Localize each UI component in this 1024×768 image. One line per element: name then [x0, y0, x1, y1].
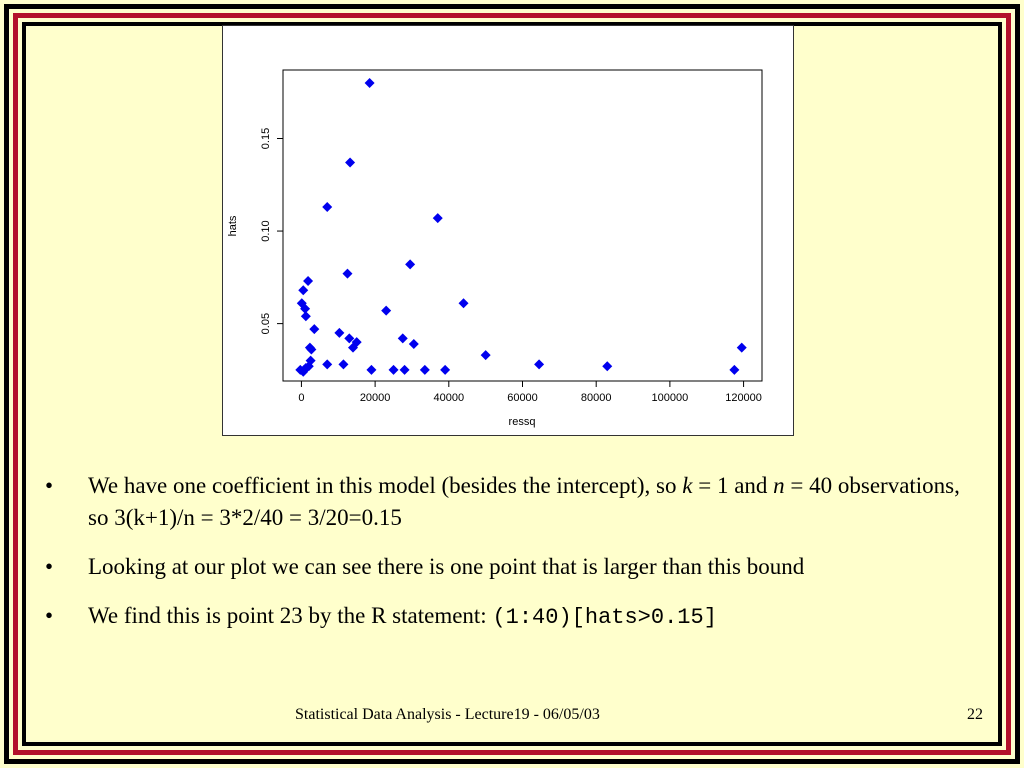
bullet-text: We find this is point 23 by the R statement: [88, 603, 493, 628]
data-point [409, 339, 419, 349]
data-point [381, 306, 391, 316]
x-tick-label: 80000 [580, 392, 612, 404]
data-point [309, 324, 319, 334]
data-point [398, 333, 408, 343]
data-point [365, 78, 375, 88]
footer-text: Statistical Data Analysis - Lecture19 - 06/05/03 [295, 706, 600, 723]
data-point [389, 365, 399, 375]
data-point [729, 365, 739, 375]
bullet-text: = 1 and [692, 473, 774, 498]
data-point [433, 213, 443, 223]
data-point [322, 202, 332, 212]
data-point [481, 350, 491, 360]
data-point [459, 298, 469, 308]
scatter-plot-svg [223, 26, 793, 435]
data-points [295, 78, 746, 377]
data-point [440, 365, 450, 375]
data-point [298, 285, 308, 295]
bullet-marker: • [45, 554, 54, 579]
data-point [737, 343, 747, 353]
y-tick-label: 0.10 [260, 220, 272, 242]
page-number: 22 [967, 706, 983, 723]
data-point [303, 276, 313, 286]
x-tick-label: 100000 [651, 392, 689, 404]
bullet-list [45, 470, 965, 651]
bullet-item-coefficients [45, 470, 965, 534]
data-point [400, 365, 410, 375]
data-point [301, 311, 311, 321]
r-code-condition: [hats>0.15] [571, 605, 717, 630]
y-axis [260, 128, 283, 335]
bullet-item-r-statement [45, 600, 965, 634]
data-point [405, 259, 415, 269]
data-point [602, 361, 612, 371]
y-tick-label: 0.15 [260, 127, 272, 150]
data-point [342, 269, 352, 279]
r-code-index: (1:40) [492, 605, 572, 630]
bullet-item-bound [45, 551, 965, 583]
bullet-text: = 40 observations, so 3(k+1)/n = 3*2/40 = 3/20=0.15 [88, 473, 960, 530]
bullet-n-variable: n [773, 473, 785, 498]
data-point [345, 158, 355, 168]
x-tick-label: 40000 [433, 392, 465, 404]
scatter-plot [222, 25, 794, 436]
data-point [338, 359, 348, 369]
plot-area-border [283, 70, 762, 381]
data-point [334, 328, 344, 338]
data-point [366, 365, 376, 375]
x-tick-label: 60000 [507, 392, 538, 404]
x-tick-label: 0 [298, 392, 305, 404]
data-point [322, 359, 332, 369]
bullet-k-variable: k [682, 473, 693, 498]
y-axis-label: hats [227, 215, 239, 237]
bullet-text: We have one coefficient in this model (besides the intercept), so [88, 473, 683, 498]
x-axis [298, 381, 762, 404]
bullet-marker: • [45, 603, 54, 628]
bullet-marker: • [45, 473, 54, 498]
x-tick-label: 120000 [725, 392, 762, 404]
x-axis-label: ressq [508, 416, 536, 428]
data-point [534, 359, 544, 369]
y-tick-label: 0.05 [260, 312, 272, 335]
data-point [420, 365, 430, 375]
bullet-text: Looking at our plot we can see there is one point that is larger than this bound [88, 554, 805, 579]
x-tick-label: 20000 [359, 392, 391, 404]
